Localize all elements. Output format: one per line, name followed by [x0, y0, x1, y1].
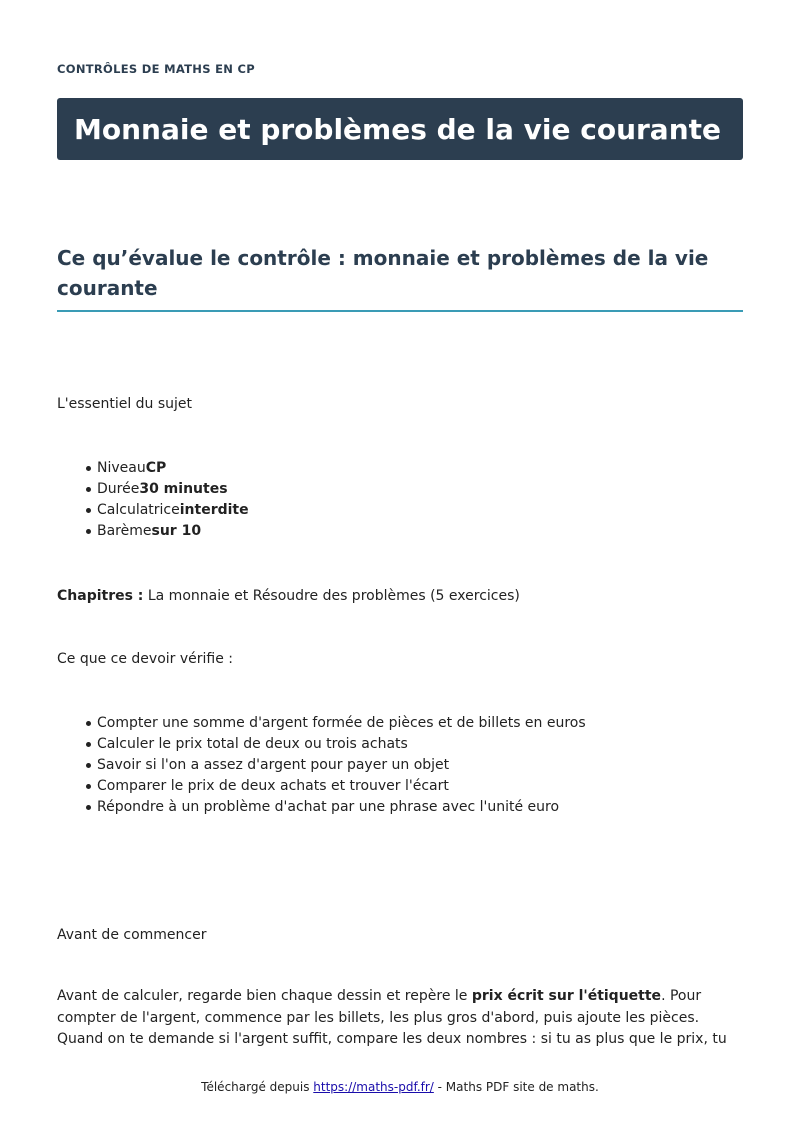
item-value: sur 10 — [151, 523, 202, 539]
footer-suffix: - Maths PDF site de maths. — [433, 1080, 599, 1094]
avant-text-before: Avant de calculer, regarde bien chaque dessin et repère le — [57, 988, 472, 1004]
item-key: Durée — [97, 481, 140, 497]
chapitres-text: La monnaie et Résoudre des problèmes (5 exercices) — [143, 588, 520, 604]
essentiel-list — [97, 458, 249, 542]
footer-prefix: Téléchargé depuis — [201, 1080, 314, 1094]
item-value: 30 minutes — [139, 481, 228, 497]
avant-text-bold: prix écrit sur l'étiquette — [471, 988, 662, 1004]
avant-text-after: . Pour compter de l'argent, commence par les billets, les plus gros d'abord, puis ajoute les pièces. Quand on te demande si l'argent suffit, compare les deux nombres : si tu as plus que le prix, tu — [57, 988, 727, 1047]
chapitres-line — [57, 586, 520, 607]
list-item: Répondre à un problème d'achat par une phrase avec l'unité euro — [97, 797, 586, 818]
list-item: Comparer le prix de deux achats et trouver l'écart — [97, 776, 586, 797]
list-item — [97, 500, 249, 521]
list-item: Savoir si l'on a assez d'argent pour payer un objet — [97, 755, 586, 776]
essentiel-label: L'essentiel du sujet — [57, 396, 193, 412]
page-title: Monnaie et problèmes de la vie courante — [74, 112, 722, 146]
item-key: Barème — [97, 523, 152, 539]
item-value: interdite — [179, 502, 249, 518]
list-item — [97, 521, 249, 542]
avant-paragraph — [57, 986, 743, 1051]
verifie-list — [97, 713, 586, 818]
page-kicker: CONTRÔLES DE MATHS EN CP — [57, 62, 255, 76]
item-key: Calculatrice — [97, 502, 180, 518]
list-item — [97, 479, 249, 500]
section-heading: Ce qu’évalue le contrôle : monnaie et problèmes de la vie courante — [57, 243, 743, 312]
list-item — [97, 458, 249, 479]
title-banner — [57, 98, 743, 160]
chapitres-label: Chapitres : — [57, 588, 144, 604]
list-item: Calculer le prix total de deux ou trois achats — [97, 734, 586, 755]
item-value: CP — [145, 460, 167, 476]
item-key: Niveau — [97, 460, 146, 476]
page-footer — [0, 1080, 800, 1094]
list-item: Compter une somme d'argent formée de pièces et de billets en euros — [97, 713, 586, 734]
avant-label: Avant de commencer — [57, 927, 207, 943]
verifie-label: Ce que ce devoir vérifie : — [57, 651, 234, 667]
footer-link[interactable]: https://maths-pdf.fr/ — [313, 1080, 434, 1094]
